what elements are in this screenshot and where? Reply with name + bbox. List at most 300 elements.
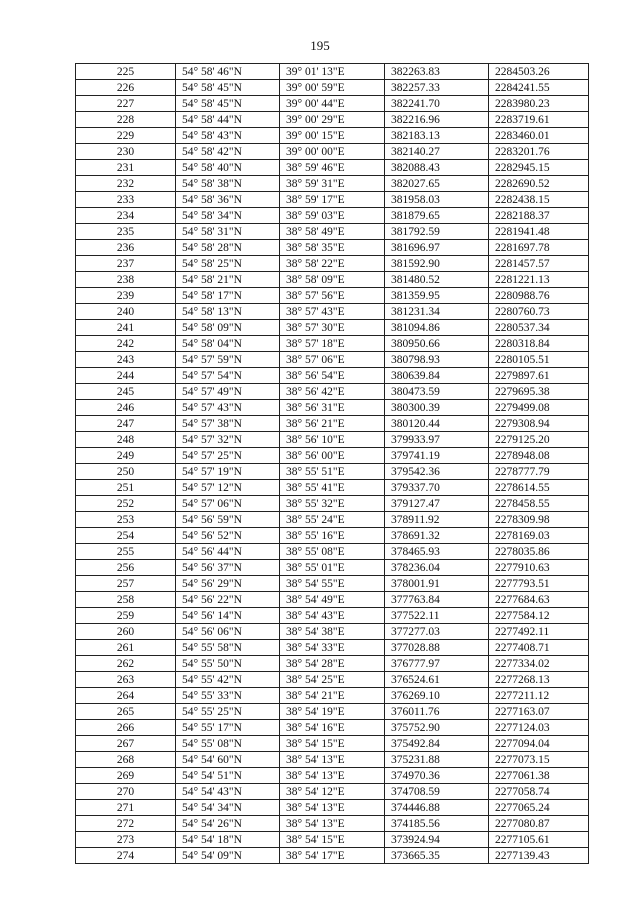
point-number-cell: 228 — [76, 112, 176, 128]
table-row — [76, 832, 589, 848]
x-coordinate-cell: 377028.88 — [385, 640, 489, 656]
longitude-cell: 38° 55' 24"E — [280, 512, 385, 528]
longitude-cell: 39° 00' 44"E — [280, 96, 385, 112]
x-coordinate-cell: 380950.66 — [385, 336, 489, 352]
table-row — [76, 448, 589, 464]
table-row — [76, 336, 589, 352]
point-number-cell: 256 — [76, 560, 176, 576]
table-row — [76, 176, 589, 192]
point-number-cell: 249 — [76, 448, 176, 464]
longitude-cell: 38° 59' 46"E — [280, 160, 385, 176]
x-coordinate-cell: 381879.65 — [385, 208, 489, 224]
longitude-cell: 38° 54' 55"E — [280, 576, 385, 592]
table-row — [76, 720, 589, 736]
x-coordinate-cell: 381231.34 — [385, 304, 489, 320]
table-row — [76, 416, 589, 432]
longitude-cell: 38° 57' 43"E — [280, 304, 385, 320]
table-row — [76, 704, 589, 720]
point-number-cell: 232 — [76, 176, 176, 192]
latitude-cell: 54° 54' 09"N — [176, 848, 280, 864]
longitude-cell: 38° 54' 16"E — [280, 720, 385, 736]
point-number-cell: 253 — [76, 512, 176, 528]
x-coordinate-cell: 376269.10 — [385, 688, 489, 704]
point-number-cell: 264 — [76, 688, 176, 704]
x-coordinate-cell: 382027.65 — [385, 176, 489, 192]
table-row — [76, 384, 589, 400]
table-row — [76, 496, 589, 512]
longitude-cell: 39° 00' 00"E — [280, 144, 385, 160]
point-number-cell: 237 — [76, 256, 176, 272]
point-number-cell: 246 — [76, 400, 176, 416]
latitude-cell: 54° 58' 17"N — [176, 288, 280, 304]
longitude-cell: 38° 58' 49"E — [280, 224, 385, 240]
longitude-cell: 38° 55' 16"E — [280, 528, 385, 544]
longitude-cell: 38° 57' 30"E — [280, 320, 385, 336]
x-coordinate-cell: 373924.94 — [385, 832, 489, 848]
latitude-cell: 54° 58' 34"N — [176, 208, 280, 224]
longitude-cell: 38° 56' 10"E — [280, 432, 385, 448]
latitude-cell: 54° 55' 17"N — [176, 720, 280, 736]
point-number-cell: 269 — [76, 768, 176, 784]
x-coordinate-cell: 379933.97 — [385, 432, 489, 448]
latitude-cell: 54° 58' 38"N — [176, 176, 280, 192]
longitude-cell: 38° 54' 15"E — [280, 832, 385, 848]
latitude-cell: 54° 54' 43"N — [176, 784, 280, 800]
longitude-cell: 38° 56' 42"E — [280, 384, 385, 400]
y-coordinate-cell: 2277684.63 — [489, 592, 589, 608]
point-number-cell: 274 — [76, 848, 176, 864]
x-coordinate-cell: 380300.39 — [385, 400, 489, 416]
point-number-cell: 238 — [76, 272, 176, 288]
x-coordinate-cell: 382183.13 — [385, 128, 489, 144]
table-row — [76, 224, 589, 240]
table-row — [76, 816, 589, 832]
x-coordinate-cell: 382257.33 — [385, 80, 489, 96]
latitude-cell: 54° 55' 08"N — [176, 736, 280, 752]
latitude-cell: 54° 58' 36"N — [176, 192, 280, 208]
latitude-cell: 54° 58' 43"N — [176, 128, 280, 144]
table-row — [76, 784, 589, 800]
y-coordinate-cell: 2279308.94 — [489, 416, 589, 432]
latitude-cell: 54° 58' 09"N — [176, 320, 280, 336]
x-coordinate-cell: 379542.36 — [385, 464, 489, 480]
longitude-cell: 38° 54' 43"E — [280, 608, 385, 624]
table-row — [76, 272, 589, 288]
latitude-cell: 54° 58' 44"N — [176, 112, 280, 128]
point-number-cell: 225 — [76, 64, 176, 80]
x-coordinate-cell: 379337.70 — [385, 480, 489, 496]
table-row — [76, 128, 589, 144]
table-row — [76, 96, 589, 112]
y-coordinate-cell: 2277094.04 — [489, 736, 589, 752]
y-coordinate-cell: 2278309.98 — [489, 512, 589, 528]
y-coordinate-cell: 2279499.08 — [489, 400, 589, 416]
point-number-cell: 234 — [76, 208, 176, 224]
latitude-cell: 54° 58' 04"N — [176, 336, 280, 352]
y-coordinate-cell: 2277268.13 — [489, 672, 589, 688]
point-number-cell: 273 — [76, 832, 176, 848]
point-number-cell: 252 — [76, 496, 176, 512]
latitude-cell: 54° 58' 25"N — [176, 256, 280, 272]
longitude-cell: 38° 58' 35"E — [280, 240, 385, 256]
longitude-cell: 38° 54' 21"E — [280, 688, 385, 704]
point-number-cell: 272 — [76, 816, 176, 832]
longitude-cell: 38° 54' 12"E — [280, 784, 385, 800]
y-coordinate-cell: 2277163.07 — [489, 704, 589, 720]
table-row — [76, 656, 589, 672]
point-number-cell: 240 — [76, 304, 176, 320]
y-coordinate-cell: 2277910.63 — [489, 560, 589, 576]
y-coordinate-cell: 2281941.48 — [489, 224, 589, 240]
latitude-cell: 54° 55' 33"N — [176, 688, 280, 704]
longitude-cell: 38° 54' 15"E — [280, 736, 385, 752]
longitude-cell: 38° 54' 38"E — [280, 624, 385, 640]
y-coordinate-cell: 2277139.43 — [489, 848, 589, 864]
point-number-cell: 229 — [76, 128, 176, 144]
longitude-cell: 38° 59' 17"E — [280, 192, 385, 208]
x-coordinate-cell: 375492.84 — [385, 736, 489, 752]
x-coordinate-cell: 378465.93 — [385, 544, 489, 560]
table-row — [76, 304, 589, 320]
point-number-cell: 261 — [76, 640, 176, 656]
page-number: 195 — [310, 38, 330, 53]
x-coordinate-cell: 379127.47 — [385, 496, 489, 512]
y-coordinate-cell: 2280105.51 — [489, 352, 589, 368]
y-coordinate-cell: 2277793.51 — [489, 576, 589, 592]
y-coordinate-cell: 2278614.55 — [489, 480, 589, 496]
longitude-cell: 38° 54' 25"E — [280, 672, 385, 688]
point-number-cell: 258 — [76, 592, 176, 608]
x-coordinate-cell: 381792.59 — [385, 224, 489, 240]
point-number-cell: 271 — [76, 800, 176, 816]
x-coordinate-cell: 382263.83 — [385, 64, 489, 80]
x-coordinate-cell: 377763.84 — [385, 592, 489, 608]
point-number-cell: 235 — [76, 224, 176, 240]
latitude-cell: 54° 55' 50"N — [176, 656, 280, 672]
point-number-cell: 242 — [76, 336, 176, 352]
y-coordinate-cell: 2277080.87 — [489, 816, 589, 832]
latitude-cell: 54° 56' 22"N — [176, 592, 280, 608]
x-coordinate-cell: 374446.88 — [385, 800, 489, 816]
latitude-cell: 54° 55' 58"N — [176, 640, 280, 656]
y-coordinate-cell: 2278458.55 — [489, 496, 589, 512]
latitude-cell: 54° 58' 31"N — [176, 224, 280, 240]
table-row — [76, 80, 589, 96]
table-row — [76, 800, 589, 816]
longitude-cell: 38° 54' 13"E — [280, 800, 385, 816]
y-coordinate-cell: 2283201.76 — [489, 144, 589, 160]
point-number-cell: 231 — [76, 160, 176, 176]
longitude-cell: 38° 57' 18"E — [280, 336, 385, 352]
x-coordinate-cell: 378691.32 — [385, 528, 489, 544]
latitude-cell: 54° 57' 25"N — [176, 448, 280, 464]
latitude-cell: 54° 55' 25"N — [176, 704, 280, 720]
longitude-cell: 38° 55' 08"E — [280, 544, 385, 560]
point-number-cell: 255 — [76, 544, 176, 560]
latitude-cell: 54° 58' 40"N — [176, 160, 280, 176]
x-coordinate-cell: 382241.70 — [385, 96, 489, 112]
longitude-cell: 38° 55' 41"E — [280, 480, 385, 496]
y-coordinate-cell: 2279897.61 — [489, 368, 589, 384]
table-row — [76, 64, 589, 80]
latitude-cell: 54° 58' 13"N — [176, 304, 280, 320]
point-number-cell: 260 — [76, 624, 176, 640]
y-coordinate-cell: 2277105.61 — [489, 832, 589, 848]
latitude-cell: 54° 54' 60"N — [176, 752, 280, 768]
longitude-cell: 39° 00' 59"E — [280, 80, 385, 96]
longitude-cell: 38° 54' 13"E — [280, 816, 385, 832]
x-coordinate-cell: 373665.35 — [385, 848, 489, 864]
y-coordinate-cell: 2283980.23 — [489, 96, 589, 112]
table-row — [76, 576, 589, 592]
point-number-cell: 241 — [76, 320, 176, 336]
x-coordinate-cell: 375752.90 — [385, 720, 489, 736]
y-coordinate-cell: 2279125.20 — [489, 432, 589, 448]
y-coordinate-cell: 2282690.52 — [489, 176, 589, 192]
y-coordinate-cell: 2277065.24 — [489, 800, 589, 816]
point-number-cell: 267 — [76, 736, 176, 752]
point-number-cell: 262 — [76, 656, 176, 672]
y-coordinate-cell: 2277492.11 — [489, 624, 589, 640]
longitude-cell: 38° 54' 13"E — [280, 752, 385, 768]
y-coordinate-cell: 2277408.71 — [489, 640, 589, 656]
latitude-cell: 54° 57' 12"N — [176, 480, 280, 496]
longitude-cell: 38° 54' 17"E — [280, 848, 385, 864]
longitude-cell: 38° 56' 54"E — [280, 368, 385, 384]
x-coordinate-cell: 381696.97 — [385, 240, 489, 256]
y-coordinate-cell: 2284241.55 — [489, 80, 589, 96]
longitude-cell: 38° 59' 03"E — [280, 208, 385, 224]
latitude-cell: 54° 58' 28"N — [176, 240, 280, 256]
table-row — [76, 560, 589, 576]
table-row — [76, 400, 589, 416]
y-coordinate-cell: 2279695.38 — [489, 384, 589, 400]
coordinates-table — [75, 63, 589, 864]
table-row — [76, 736, 589, 752]
table-row — [76, 240, 589, 256]
point-number-cell: 236 — [76, 240, 176, 256]
point-number-cell: 239 — [76, 288, 176, 304]
table-row — [76, 672, 589, 688]
longitude-cell: 38° 57' 06"E — [280, 352, 385, 368]
x-coordinate-cell: 375231.88 — [385, 752, 489, 768]
latitude-cell: 54° 58' 21"N — [176, 272, 280, 288]
table-row — [76, 144, 589, 160]
table-row — [76, 624, 589, 640]
point-number-cell: 248 — [76, 432, 176, 448]
point-number-cell: 244 — [76, 368, 176, 384]
x-coordinate-cell: 382140.27 — [385, 144, 489, 160]
table-row — [76, 192, 589, 208]
longitude-cell: 38° 58' 09"E — [280, 272, 385, 288]
table-row — [76, 848, 589, 864]
latitude-cell: 54° 56' 14"N — [176, 608, 280, 624]
table-row — [76, 256, 589, 272]
x-coordinate-cell: 381592.90 — [385, 256, 489, 272]
y-coordinate-cell: 2277061.38 — [489, 768, 589, 784]
x-coordinate-cell: 377277.03 — [385, 624, 489, 640]
longitude-cell: 38° 56' 31"E — [280, 400, 385, 416]
x-coordinate-cell: 376777.97 — [385, 656, 489, 672]
table-row — [76, 592, 589, 608]
y-coordinate-cell: 2281457.57 — [489, 256, 589, 272]
y-coordinate-cell: 2278035.86 — [489, 544, 589, 560]
x-coordinate-cell: 382216.96 — [385, 112, 489, 128]
latitude-cell: 54° 58' 45"N — [176, 96, 280, 112]
latitude-cell: 54° 54' 26"N — [176, 816, 280, 832]
x-coordinate-cell: 378911.92 — [385, 512, 489, 528]
table-row — [76, 608, 589, 624]
point-number-cell: 251 — [76, 480, 176, 496]
x-coordinate-cell: 376524.61 — [385, 672, 489, 688]
latitude-cell: 54° 54' 34"N — [176, 800, 280, 816]
point-number-cell: 270 — [76, 784, 176, 800]
point-number-cell: 266 — [76, 720, 176, 736]
y-coordinate-cell: 2278948.08 — [489, 448, 589, 464]
y-coordinate-cell: 2281697.78 — [489, 240, 589, 256]
point-number-cell: 265 — [76, 704, 176, 720]
table-row — [76, 288, 589, 304]
longitude-cell: 38° 55' 01"E — [280, 560, 385, 576]
longitude-cell: 38° 55' 51"E — [280, 464, 385, 480]
x-coordinate-cell: 379741.19 — [385, 448, 489, 464]
point-number-cell: 245 — [76, 384, 176, 400]
table-row — [76, 544, 589, 560]
point-number-cell: 233 — [76, 192, 176, 208]
latitude-cell: 54° 54' 18"N — [176, 832, 280, 848]
longitude-cell: 39° 00' 29"E — [280, 112, 385, 128]
longitude-cell: 38° 54' 49"E — [280, 592, 385, 608]
y-coordinate-cell: 2283719.61 — [489, 112, 589, 128]
point-number-cell: 226 — [76, 80, 176, 96]
x-coordinate-cell: 382088.43 — [385, 160, 489, 176]
table-row — [76, 320, 589, 336]
y-coordinate-cell: 2277058.74 — [489, 784, 589, 800]
latitude-cell: 54° 57' 59"N — [176, 352, 280, 368]
longitude-cell: 38° 56' 21"E — [280, 416, 385, 432]
table-row — [76, 512, 589, 528]
latitude-cell: 54° 56' 29"N — [176, 576, 280, 592]
y-coordinate-cell: 2282188.37 — [489, 208, 589, 224]
y-coordinate-cell: 2280988.76 — [489, 288, 589, 304]
y-coordinate-cell: 2281221.13 — [489, 272, 589, 288]
latitude-cell: 54° 58' 45"N — [176, 80, 280, 96]
table-row — [76, 112, 589, 128]
latitude-cell: 54° 56' 59"N — [176, 512, 280, 528]
x-coordinate-cell: 376011.76 — [385, 704, 489, 720]
point-number-cell: 247 — [76, 416, 176, 432]
x-coordinate-cell: 374185.56 — [385, 816, 489, 832]
y-coordinate-cell: 2282945.15 — [489, 160, 589, 176]
table-row — [76, 160, 589, 176]
y-coordinate-cell: 2277073.15 — [489, 752, 589, 768]
table-row — [76, 752, 589, 768]
x-coordinate-cell: 381359.95 — [385, 288, 489, 304]
y-coordinate-cell: 2278777.79 — [489, 464, 589, 480]
point-number-cell: 257 — [76, 576, 176, 592]
y-coordinate-cell: 2277211.12 — [489, 688, 589, 704]
x-coordinate-cell: 374970.36 — [385, 768, 489, 784]
x-coordinate-cell: 380120.44 — [385, 416, 489, 432]
table-row — [76, 480, 589, 496]
longitude-cell: 38° 57' 56"E — [280, 288, 385, 304]
point-number-cell: 268 — [76, 752, 176, 768]
x-coordinate-cell: 380639.84 — [385, 368, 489, 384]
table-row — [76, 464, 589, 480]
longitude-cell: 38° 56' 00"E — [280, 448, 385, 464]
latitude-cell: 54° 54' 51"N — [176, 768, 280, 784]
point-number-cell: 250 — [76, 464, 176, 480]
longitude-cell: 38° 59' 31"E — [280, 176, 385, 192]
x-coordinate-cell: 377522.11 — [385, 608, 489, 624]
longitude-cell: 38° 54' 28"E — [280, 656, 385, 672]
y-coordinate-cell: 2280760.73 — [489, 304, 589, 320]
table-row — [76, 768, 589, 784]
y-coordinate-cell: 2280318.84 — [489, 336, 589, 352]
x-coordinate-cell: 378001.91 — [385, 576, 489, 592]
y-coordinate-cell: 2282438.15 — [489, 192, 589, 208]
latitude-cell: 54° 58' 46"N — [176, 64, 280, 80]
longitude-cell: 38° 54' 19"E — [280, 704, 385, 720]
coordinates-table-body — [76, 64, 589, 864]
y-coordinate-cell: 2277124.03 — [489, 720, 589, 736]
y-coordinate-cell: 2283460.01 — [489, 128, 589, 144]
point-number-cell: 259 — [76, 608, 176, 624]
longitude-cell: 39° 00' 15"E — [280, 128, 385, 144]
latitude-cell: 54° 57' 54"N — [176, 368, 280, 384]
y-coordinate-cell: 2277334.02 — [489, 656, 589, 672]
table-row — [76, 640, 589, 656]
y-coordinate-cell: 2277584.12 — [489, 608, 589, 624]
x-coordinate-cell: 374708.59 — [385, 784, 489, 800]
latitude-cell: 54° 57' 32"N — [176, 432, 280, 448]
table-row — [76, 432, 589, 448]
latitude-cell: 54° 57' 19"N — [176, 464, 280, 480]
table-row — [76, 688, 589, 704]
latitude-cell: 54° 58' 42"N — [176, 144, 280, 160]
x-coordinate-cell: 381958.03 — [385, 192, 489, 208]
point-number-cell: 263 — [76, 672, 176, 688]
latitude-cell: 54° 57' 49"N — [176, 384, 280, 400]
latitude-cell: 54° 55' 42"N — [176, 672, 280, 688]
table-row — [76, 368, 589, 384]
x-coordinate-cell: 381094.86 — [385, 320, 489, 336]
latitude-cell: 54° 56' 37"N — [176, 560, 280, 576]
point-number-cell: 243 — [76, 352, 176, 368]
table-row — [76, 528, 589, 544]
longitude-cell: 38° 54' 33"E — [280, 640, 385, 656]
x-coordinate-cell: 378236.04 — [385, 560, 489, 576]
longitude-cell: 39° 01' 13"E — [280, 64, 385, 80]
latitude-cell: 54° 57' 06"N — [176, 496, 280, 512]
latitude-cell: 54° 56' 06"N — [176, 624, 280, 640]
latitude-cell: 54° 57' 43"N — [176, 400, 280, 416]
point-number-cell: 230 — [76, 144, 176, 160]
table-row — [76, 208, 589, 224]
latitude-cell: 54° 57' 38"N — [176, 416, 280, 432]
x-coordinate-cell: 380473.59 — [385, 384, 489, 400]
x-coordinate-cell: 381480.52 — [385, 272, 489, 288]
point-number-cell: 227 — [76, 96, 176, 112]
longitude-cell: 38° 55' 32"E — [280, 496, 385, 512]
latitude-cell: 54° 56' 44"N — [176, 544, 280, 560]
longitude-cell: 38° 58' 22"E — [280, 256, 385, 272]
table-row — [76, 352, 589, 368]
y-coordinate-cell: 2278169.03 — [489, 528, 589, 544]
x-coordinate-cell: 380798.93 — [385, 352, 489, 368]
longitude-cell: 38° 54' 13"E — [280, 768, 385, 784]
y-coordinate-cell: 2284503.26 — [489, 64, 589, 80]
